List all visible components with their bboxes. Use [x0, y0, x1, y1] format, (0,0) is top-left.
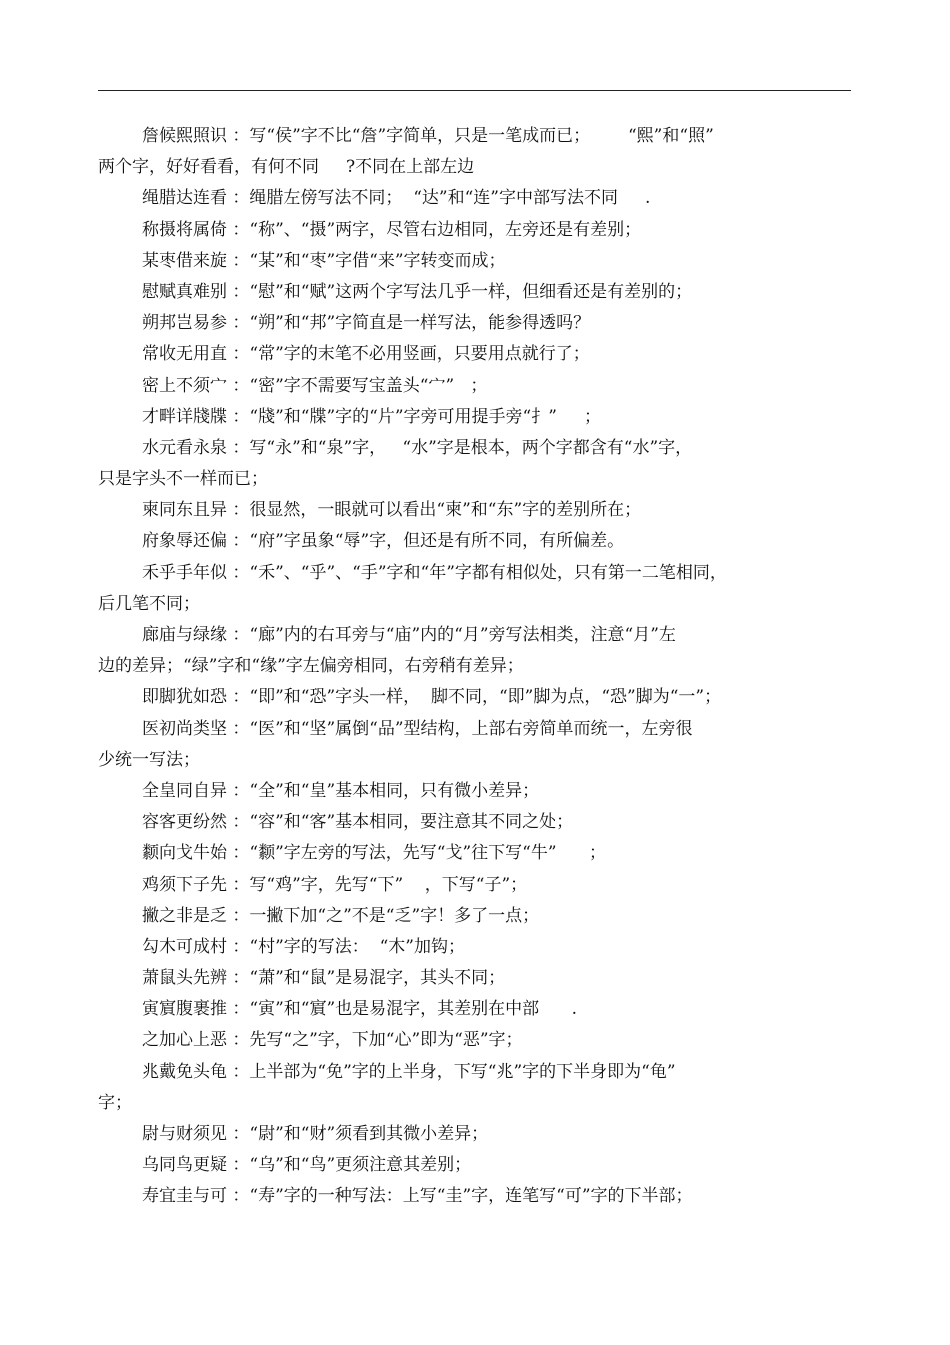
text-line: 两个字，好好看看，有何不同 ?不同在上部左边	[98, 157, 475, 178]
text-line: 寅賔腹裹推 ：“寅”和“賔”也是易混字，其差别在中部 .	[142, 999, 577, 1020]
text-line: 廊庙与绿缘 ：“廊”内的右耳旁与“庙”内的“月”旁写法相类，注意“月”左	[142, 625, 676, 645]
text-line: 密上不须宀 ：“密”字不需要写宝盖头“宀” ；	[142, 375, 488, 396]
document-body	[98, 121, 858, 1213]
text-line: 禾乎手年似 ：“禾”、“乎”、“手”字和“年”字都有相似处，只有第一二笔相同，	[142, 562, 727, 583]
text-line: 勾木可成村 ：“村”字的写法： “木”加钩；	[142, 936, 465, 957]
text-line: 全皇同自异 ：“全”和“皇”基本相同，只有微小差异；	[142, 780, 540, 801]
text-line: 少统一写法；	[98, 749, 200, 770]
text-line: 詹候熙照识 ：写“侯”字不比“詹”字简单，只是一笔成而已； “熙”和“照”	[142, 126, 714, 146]
text-line: 尉与财须见 ：“尉”和“财”须看到其微小差异；	[142, 1124, 489, 1144]
text-line: 才畔详牋牒 ：“牋”和“牒”字的“片”字旁可用提手旁“扌” ；	[142, 406, 601, 427]
text-line: 称摄将属倚 ：“称”、“摄”两字，尽管右边相同，左旁还是有差别；	[142, 219, 642, 240]
text-line: 颣向戈牛始 ：“颣”字左旁的写法，先写“戈”往下写“牛” ；	[142, 843, 606, 864]
text-line: 绳腊达连看 ：绳腊左傍写法不同； “达”和“连”字中部写法不同 .	[142, 188, 651, 209]
header-rule	[98, 90, 851, 91]
text-line: 撇之非是乏 ：一撇下加“之”不是“乏”字！多了一点；	[142, 905, 540, 926]
text-line: 字；	[98, 1092, 132, 1113]
text-line: 容客更纷然 ：“容”和“客”基本相同，要注意其不同之处；	[142, 812, 574, 833]
text-line: 只是字头不一样而已；	[98, 469, 268, 490]
text-line: 乌同鸟更疑 ：“乌”和“鸟”更须注意其差别；	[142, 1155, 472, 1176]
text-line: 府象辱还偏 ：“府”字虽象“辱”字，但还是有所不同，有所偏差。	[142, 531, 625, 552]
text-line: 萧鼠头先辨 ：“萧”和“鼠”是易混字，其头不同；	[142, 968, 506, 989]
text-line: 寿宜圭与可 ：“寿”字的一种写法：上写“圭”字，连笔写“可”字的下半部；	[142, 1186, 693, 1207]
text-line: 柬同东且异 ：很显然，一眼就可以看出“柬”和“东”字的差别所在；	[142, 500, 642, 521]
text-line: 常收无用直 ：“常”字的末笔不必用竖画，只要用点就行了；	[142, 344, 590, 365]
text-line: 医初尚类坚 ：“医”和“坚”属倒“品”型结构，上部右旁简单而统一，左旁很	[142, 718, 693, 739]
text-line: 即脚犹如恐 ：“即”和“恐”字头一样， 脚不同，“即”脚为点，“恐”脚为“一”；	[142, 687, 722, 708]
text-line: 慰赋真难别 ：“慰”和“赋”这两个字写法几乎一样，但细看还是有差别的；	[142, 281, 693, 302]
text-line: 朔邦岂易参 ：“朔”和“邦”字简直是一样写法，能参得透吗？	[142, 313, 591, 334]
text-line: 后几笔不同；	[98, 593, 200, 614]
text-line: 鸡须下子先 ：写“鸡”字，先写“下” ，下写“子”；	[142, 874, 528, 895]
text-line: 兆戴免头龟 ：上半部为“免”字的上半身，下写“兆”字的下半身即为“龟”	[142, 1061, 676, 1082]
text-line: 水元看永泉 ：写“永”和“泉”字， “水”字是根本，两个字都含有“水”字，	[142, 437, 693, 458]
text-line: 之加心上恶 ：先写“之”字，下加“心”即为“恶”字；	[142, 1030, 523, 1051]
text-line: 某枣借来旋 ：“某”和“枣”字借“来”字转变而成；	[142, 250, 506, 271]
text-line: 边的差异；“绿”字和“缘”字左偏旁相同，右旁稍有差异；	[98, 656, 524, 677]
